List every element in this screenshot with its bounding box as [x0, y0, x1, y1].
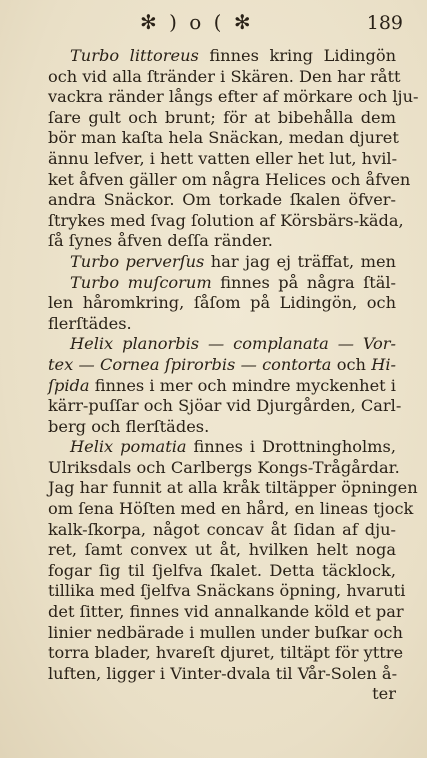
text-line [48, 684, 396, 705]
text-line [48, 273, 396, 294]
text-line [48, 478, 418, 499]
text-line [48, 149, 396, 170]
text-run: ter [372, 684, 396, 704]
text-run: ſare gult och brunt; för at bibehålla dem [48, 107, 396, 127]
italic-text: ſpida [48, 375, 90, 395]
text-run: vackra ränder långs efter af mörkare och lju- [48, 87, 419, 107]
text-line [48, 87, 419, 108]
italic-text: Hi- [371, 354, 396, 374]
italic-text: Turbo littoreus [70, 46, 199, 65]
text-run: ket åfven gäller om några Helices och åfven [48, 169, 411, 189]
page-number: 189 [366, 12, 403, 34]
text-line [48, 252, 396, 273]
text-run: det ſitter, finnes vid annalkande köld et par [48, 602, 404, 622]
text-run: tillika med ſjelfva Snäckans öpning, hvaruti [48, 581, 406, 601]
text-line [48, 66, 401, 88]
text-line [48, 457, 400, 479]
text-run: kärr-puſſar och Sjöar vid Djurgården, Carl- [48, 396, 402, 416]
text-line [48, 128, 399, 149]
page-header [0, 10, 427, 38]
text-run: finnes i Drottningholms, [186, 437, 396, 457]
italic-text: Helix planorbis — complanata — Vor- [70, 334, 396, 354]
italic-text: Turbo muſcorum [70, 272, 212, 292]
text-line [48, 231, 396, 252]
text-line [48, 108, 396, 129]
text-line [48, 664, 396, 685]
text-line [48, 376, 396, 397]
text-line [48, 437, 396, 458]
text-line [48, 643, 404, 664]
text-run: luften, ligger i Vinter-dvala til Vår-Solen å- [48, 663, 398, 683]
text-run: Ulriksdals och Carlbergs Kongs-Trågårdar. [48, 457, 400, 477]
text-run: finnes kring Lidingön [198, 46, 396, 65]
text-run: finnes på några ſtäl- [211, 272, 396, 292]
text-line [48, 417, 396, 438]
text-line [48, 520, 396, 541]
italic-text: Helix pomatia [70, 437, 187, 457]
text-run: ſå ſynes åfven deſſa ränder. [48, 231, 273, 251]
text-run: Jag har funnit at alla kråk tiltäpper öpningen [48, 478, 418, 498]
text-run: och [331, 354, 372, 374]
italic-text: Turbo perverſus [70, 251, 205, 271]
header-ornament: ✻ ) o ( ✻ [140, 10, 254, 34]
text-line [48, 499, 414, 520]
text-run: linier nedbärade i mullen under buſkar och [48, 622, 403, 642]
text-run: ſtrykes med ſvag ſolution af Körsbärs-käda, [48, 210, 404, 230]
text-line [48, 314, 396, 335]
text-run: torra blader, hvareſt djuret, tiltäpt för yttre [48, 643, 404, 663]
text-run: ret, ſamt convex ut åt, hvilken helt noga [48, 540, 396, 560]
body-text [48, 46, 419, 705]
text-run: finnes i mer och mindre myckenhet i [89, 375, 396, 395]
text-line [48, 46, 396, 67]
text-line [48, 622, 403, 644]
text-run: flerſtädes. [48, 313, 132, 333]
text-line [48, 334, 396, 355]
text-line [48, 602, 404, 623]
text-run: fogar ſig til ſjelfva ſkalet. Detta täcklock, [48, 560, 396, 580]
text-run: bör man kaſta hela Snäckan, medan djuret [48, 128, 399, 148]
text-line [48, 396, 402, 417]
text-line [48, 540, 396, 561]
text-run: andra Snäckor. Om torkade ſkalen öfver- [48, 190, 396, 210]
italic-text: tex — Cornea ſpirorbis — contorta [48, 354, 332, 374]
text-line [48, 561, 396, 582]
text-run: om ſena Höſten med en hård, en lineas tjock [48, 499, 414, 519]
text-run: ännu lefver, i hett vatten eller het lut, hvil- [48, 148, 398, 168]
text-run: har jag ej träffat, men [204, 251, 396, 271]
text-line [48, 190, 396, 211]
text-line [48, 581, 406, 602]
text-run: berg och flerſtädes. [48, 416, 210, 436]
text-line [48, 169, 411, 191]
text-run: kalk-ſkorpa, något concav åt ſidan af dju- [48, 519, 396, 539]
text-line [48, 293, 396, 314]
text-run: och vid alla ſtränder i Skären. Den har rått [48, 66, 401, 86]
text-run: len håromkring, ſåſom på Lidingön, och [48, 293, 396, 313]
text-line [48, 355, 396, 376]
text-line [48, 210, 404, 232]
